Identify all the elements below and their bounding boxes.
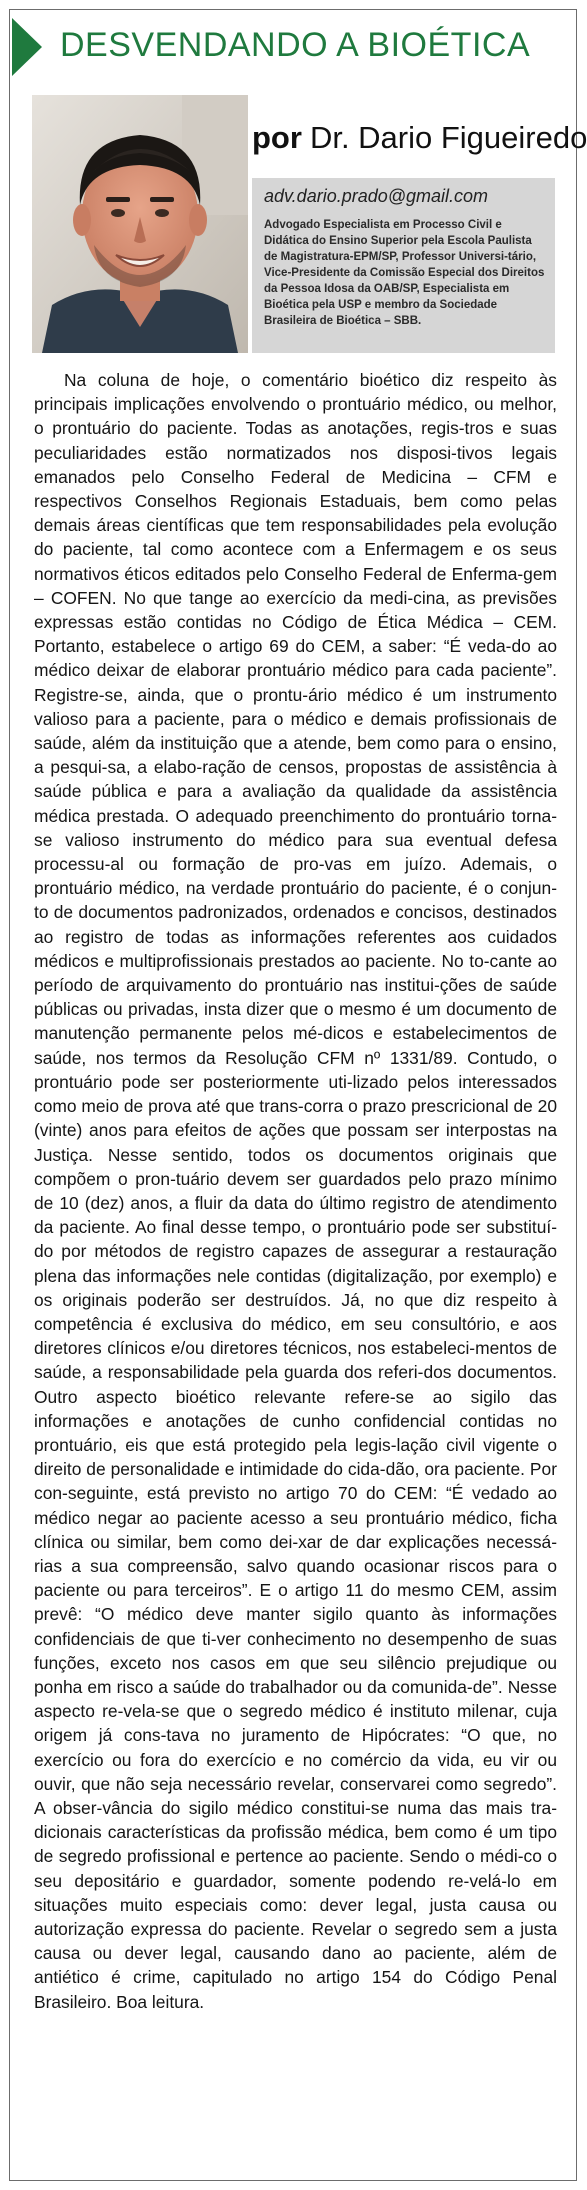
author-portrait-image [32,95,248,353]
author-email[interactable]: adv.dario.prado@gmail.com [264,186,489,206]
article-body: Na coluna de hoje, o comentário bioético diz respeito às principais implicações envolvendo o prontuário médico, ou melhor, o prontuário do paciente. Todas as anotações, regis-tros e suas peculiaridades estão normatizados nos disposi-tivos legais emanados pelo Conselho Federal de Medicina – CFM e respectivos Conselhos Regionais Estaduais, bem como pelas demais áreas científicas que tem responsabilidades pela evolução do paciente, tal como acontece com a Enfermagem e os seus normativos éticos editados pelo Conselho Federal de Enferma-gem – COFEN. No que tange ao exercício da medi-cina, as previsões expressas estão contidas no Código de Ética Médica – CEM. Portanto, estabelece o artigo 69 do CEM, a saber: “É veda-do ao médico deixar de elaborar prontuário médico para cada paciente”. Registre-se, ainda, que o prontu-ário médico é um instrumento valioso para a paciente, para o médico e demais profissionais de saúde, além da instituição que a atende, bem como para o ensino, a pesqui-sa, a elabo-ração de censos, propostas de assistência à saúde pública e para a avaliação da qualidade da assistência médica prestada. O adequado preenchimento do prontuário torna-se valioso instrumento do médico para sua eventual defesa processu-al ou formação de pro-vas em juízo. Ademais, o prontuário médico, na verdade prontuário do paciente, é o conjun-to de documentos padronizados, ordenados e concisos, destinados ao registro de todas as informações referentes aos cuidados médicos e multiprofissionais prestados ao paciente. No to-cante ao período de arquivamento do prontuário nas institui-ções de saúde públicas ou privadas, insta dizer que o mesmo é um documento de manutenção permanente pelos mé-dicos e estabelecimentos de saúde, nos termos da Resolução CFM nº 1331/89. Contudo, o prontuário pode ser posteriormente uti-lizado pelos interessados como meio de prova até que trans-corra o prazo prescricional de 20 (vinte) anos para efeitos de ações que possam ser interpostas na Justiça. Nesse sentido, todos os documentos originais que compõem o pron-tuário devem ser guardados pelo prazo mínimo de 10 (dez) anos, a fluir da data do último registro de atendimento da paciente. Ao final desse tempo, o prontuário pode ser substituí-do por métodos de registro capazes de assegurar a restauração plena das informações nele contidas (digitalização, por exemplo) e os originais poderão ser destruídos. Já, no que diz respeito à competência é exclusiva do médico, em seu consultório, e aos diretores clínicos e/ou diretores técnicos, nos estabeleci-mentos de saúde, a responsabilidade pela guarda dos referi-dos documentos. Outro aspecto bioético relevante refere-se ao sigilo das informações e anotações de cunho confidencial contidas no prontuário, eis que está protegido pela legis-lação civil vigente o direito de personalidade e intimidade do cida-dão, ora paciente. Por con-seguinte, está previsto no artigo 70 do CEM: “É vedado ao médico negar ao paciente acesso a seu prontuário médico, ficha clínica ou similar, bem como dei-xar de dar explicações necessá-rias a sua compreensão, salvo quando ocasionar riscos para o paciente ou para terceiros”. E o artigo 11 do mesmo CEM, assim prevê: “O médico deve manter sigilo quanto às informações confidenciais de que ti-ver conhecimento no desempenho de suas funções, exceto nos casos em que seu silêncio prejudique ou ponha em risco a saúde do trabalhador ou da comunida-de”. Nesse aspecto re-vela-se que o segredo médico é instituto milenar, cuja origem já cons-tava no juramento de Hipócrates: “O que, no exercício ou fora do exercício e no comércio da vida, eu vir ou ouvir, que não seja necessário revelar, conservarei como segredo”. A obser-vância do sigilo médico constitui-se numa das mais tra-dicionais características da profissão médica, bem como é um tipo de segredo profissional e pertence ao paciente. Sendo o médi-co o seu depositário e guardador, somente podendo re-velá-lo em situações muito especiais como: dever legal, justa causa ou autorização expressa do paciente. Revelar o segredo sem a justa causa ou dever legal, causando dano ao paciente, além de antiético é crime, capitulado no artigo 154 do Código Penal Brasileiro. Boa leitura. [34,370,557,2012]
byline-prefix: por [252,120,302,155]
section-title: DESVENDANDO A BIOÉTICA [60,26,531,64]
triangle-marker-icon [12,18,42,76]
author-bio: Advogado Especialista em Processo Civil e Didática do Ensino Superior pela Escola Paulista de Magistratura-EPM/SP, Professor Universi-tário, Vice-Presidente da Comissão Especial dos Direitos da Pessoa Idosa da OAB/SP, Especialista em Bioética pela USP e membro da Sociedade Brasileira de Bioética – SBB. [264,219,545,327]
author-name: Dr. Dario Figueiredo [309,120,587,155]
author-byline [252,120,587,156]
author-photo [32,95,248,353]
author-bio-box [252,178,555,353]
